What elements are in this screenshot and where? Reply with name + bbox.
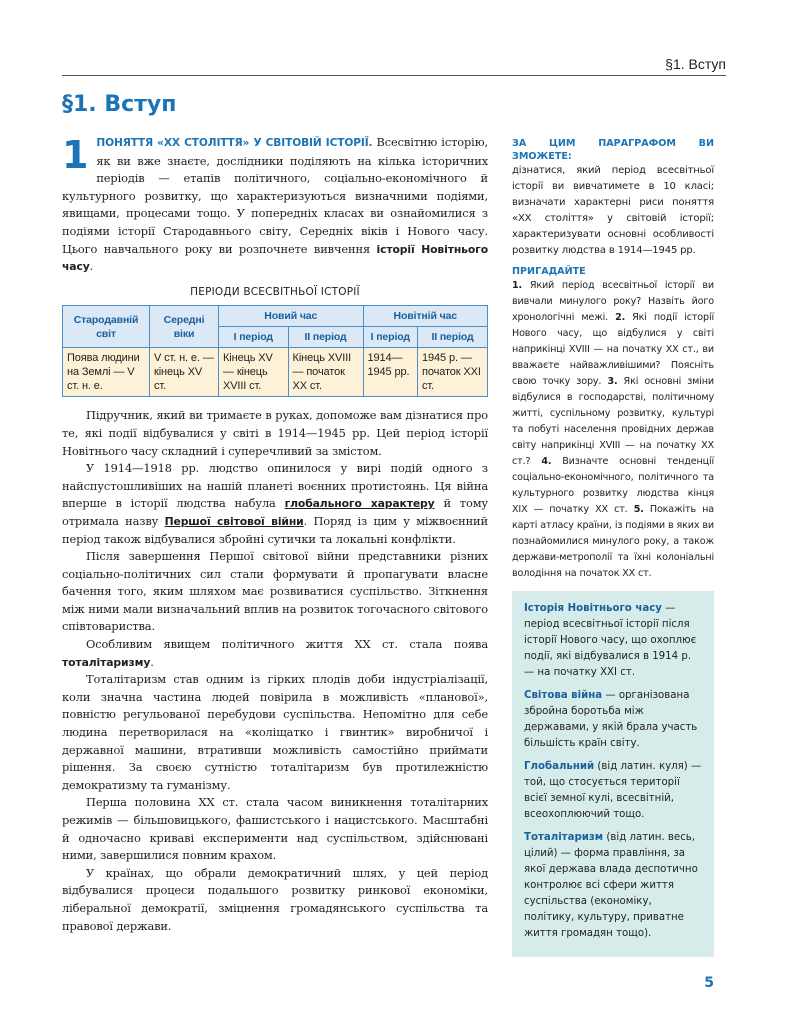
header-ancient: Стародавній світ — [63, 306, 150, 348]
body-paragraph: Підручник, який ви тримаєте в руках, допоможе вам дізнатися про те, які події відбувалися у світі в 1914—1945 рр. Цей період історії Новітнього часу складний і суперечливий за змістом. — [62, 408, 488, 458]
header-divider — [62, 75, 726, 76]
main-column — [62, 134, 488, 935]
glossary-definition: (від латин. весь, цілий) — форма правління, за якої держава влада деспотично контролює всі сфери життя суспільства (економіку, політику, культуру, приватне життя громадян тощо). — [524, 832, 698, 939]
glossary-term: Світова війна — [524, 690, 603, 701]
question-number: 1. — [512, 280, 523, 291]
question-text: Який період всесвітньої історії ви вивчали минулого року? Назвіть його хронологічні межі. — [512, 280, 714, 323]
glossary-entry — [524, 601, 704, 681]
question-number: 2. — [615, 312, 626, 323]
question-number: 3. — [607, 376, 618, 387]
text-span: . Поряд із цим у міжвоєнний період також відбувалися збройні сутички та локальні конфлікти. — [62, 513, 488, 546]
running-header: §1. Вступ — [665, 56, 726, 72]
glossary-entry — [524, 830, 704, 942]
term-world-war-one: Першої світової війни — [164, 514, 304, 528]
glossary-box — [512, 591, 714, 957]
table-caption: ПЕРІОДИ ВСЕСВІТНЬОЇ ІСТОРІЇ — [190, 285, 360, 298]
header-contemporary-period-1: І період — [363, 327, 417, 348]
goals-text: дізнатися, який період всесвітньої історії ви вивчатимете в 10 класі; визначати характерні риси поняття «ХХ століття» у світовій історії; характеризувати основні особливості розвитку людства в 1914—1945 рр. — [512, 165, 714, 256]
table-cell: V ст. н. е. — кінець XV ст. — [150, 348, 219, 397]
body-paragraph: Після завершення Першої світової війни представники різних соціально-політичних сил стали формувати й пропагувати власне бачення того, яким шляхом має розвиватися суспільство. Зіткнення між ними мали визначальний вплив на розвиток тогочасного світового співтовариства. — [62, 549, 488, 634]
body-paragraph: Перша половина XX ст. стала часом виникнення тоталітарних режимів — більшовицького, фашистського і нацистського. Масштабні й одночасно криваві експерименти над суспільством, здійснювані ними, завершилися повним крахом. — [62, 795, 488, 863]
question-text: Які події історії Нового часу, що відбулися у світі наприкінці XVIII — на початку XX ст., ви вважаєте найважливішими? Поясніть свою точку зору. — [512, 312, 714, 387]
body-paragraph: Тоталітаризм став одним із гірких плодів доби індустріалізації, коли значна частина людей повірила в можливість «планової», повністю регульованої перебудови суспільства. Непомітно для себе людина перетворилася на «коліщатко і гвинтик» виробничої і державної машини, втративши можливість самостійно приймати рішення. За своєю сутністю тоталітаризм був протилежністю демократизму та гуманізму. — [62, 672, 488, 792]
intro-end: . — [89, 259, 94, 274]
periods-table — [62, 305, 488, 397]
point-number: 1 — [62, 133, 89, 177]
term-global-character: глобального характеру — [284, 497, 435, 511]
glossary-definition: (від латин. куля) — той, що стосується території всієї земної кулі, всесвітній, всеохоплюючий тощо. — [524, 761, 702, 820]
glossary-definition: — період всесвітньої історії після історії Нового часу, що охоплює події, які відбувалися в 1914 р. — на початку XXI ст. — [524, 603, 697, 678]
intro-term: історії Новітнього часу — [62, 242, 488, 274]
section-title: §1. Вступ — [62, 92, 177, 117]
question-number: 4. — [541, 456, 552, 467]
table-cell: 1914— 1945 рр. — [363, 348, 417, 397]
recall-heading: ПРИГАДАЙТЕ — [512, 266, 586, 277]
header-modern: Новий час — [219, 306, 364, 327]
text-span: У 1914—1918 рр. людство опинилося у вирі подій одного з найспустошливіших на нашій планеті воєнних протистоянь. Ця війна вперше в історії людства набула — [62, 461, 488, 511]
goals-heading: ЗА ЦИМ ПАРАГРАФОМ ВИ ЗМОЖЕТЕ: — [512, 138, 714, 162]
question-text: Які основні зміни відбулися в господарстві, політичному житті, суспільному розвитку, культурі та побуті населення провідних держав світу наприкінці XVIII — на початку XX ст.? — [512, 376, 714, 467]
table-row — [63, 348, 488, 397]
intro-paragraph — [62, 134, 488, 276]
header-middle-ages: Середні віки — [150, 306, 219, 348]
recall-questions — [512, 278, 714, 582]
text-span: . — [150, 654, 154, 669]
term-totalitarianism: тоталітаризму — [62, 655, 151, 669]
body-paragraph: У країнах, що обрали демократичний шлях, у цей період відбувалися процеси подальшого розвитку ринкової економіки, ліберальної демократії, зміцнення громадянського суспільства та правової держави. — [62, 865, 488, 933]
header-contemporary-period-2: ІІ період — [418, 327, 488, 348]
body-paragraph — [62, 460, 488, 548]
glossary-term: Тоталітаризм — [524, 832, 604, 843]
text-span: Особливим явищем політичного життя XX ст. стала поява — [86, 637, 488, 652]
body-paragraph — [62, 636, 488, 671]
text-span: й тому отримала назву — [62, 496, 489, 528]
table-cell: Кінець XVIII — початок XX ст. — [288, 348, 363, 397]
intro-text: Всесвітню історію, як ви вже знаєте, дослідники поділяють на кілька історичних періодів — етапів політичного, соціально-економічного й культурного розвитку, що характеризуються визначними подіями, явищами, процесами тощо. У попередніх класах ви ознайомилися з подіями історії Стародавнього світу, Середніх віків і Нового часу. Цього навчального року ви розпочнете вивчення — [62, 135, 488, 256]
page-number: 5 — [704, 975, 714, 991]
table-cell: 1945 р. — початок XXI ст. — [418, 348, 488, 397]
question-text: Визначте основні тенденції соціально-економічного, політичного та культурного розвитку людства кінця XIX — початку XX ст. — [512, 456, 714, 515]
glossary-entry — [524, 688, 704, 752]
header-contemporary: Новітній час — [363, 306, 487, 327]
glossary-definition: — організована збройна боротьба між державами, у якій брала участь більшість країн світу. — [524, 690, 698, 749]
intro-heading: ПОНЯТТЯ «ХХ СТОЛІТТЯ» У СВІТОВІЙ ІСТОРІЇ. — [96, 137, 373, 149]
table-cell: Поява людини на Землі — V ст. н. е. — [63, 348, 150, 397]
question-text: Покажіть на карті атласу країни, із подіями в яких ви познайомилися минулого року, а також держави-метрополії та їхні колоніальні володіння на початок XX ст. — [512, 504, 714, 579]
table-cell: Кінець XV — кінець XVIII ст. — [219, 348, 289, 397]
header-modern-period-2: ІІ період — [288, 327, 363, 348]
glossary-term: Глобальний — [524, 761, 595, 772]
question-number: 5. — [633, 504, 644, 515]
header-modern-period-1: І період — [219, 327, 289, 348]
glossary-term: Історія Новітнього часу — [524, 603, 662, 614]
sidebar — [512, 137, 714, 582]
glossary-entry — [524, 759, 704, 823]
